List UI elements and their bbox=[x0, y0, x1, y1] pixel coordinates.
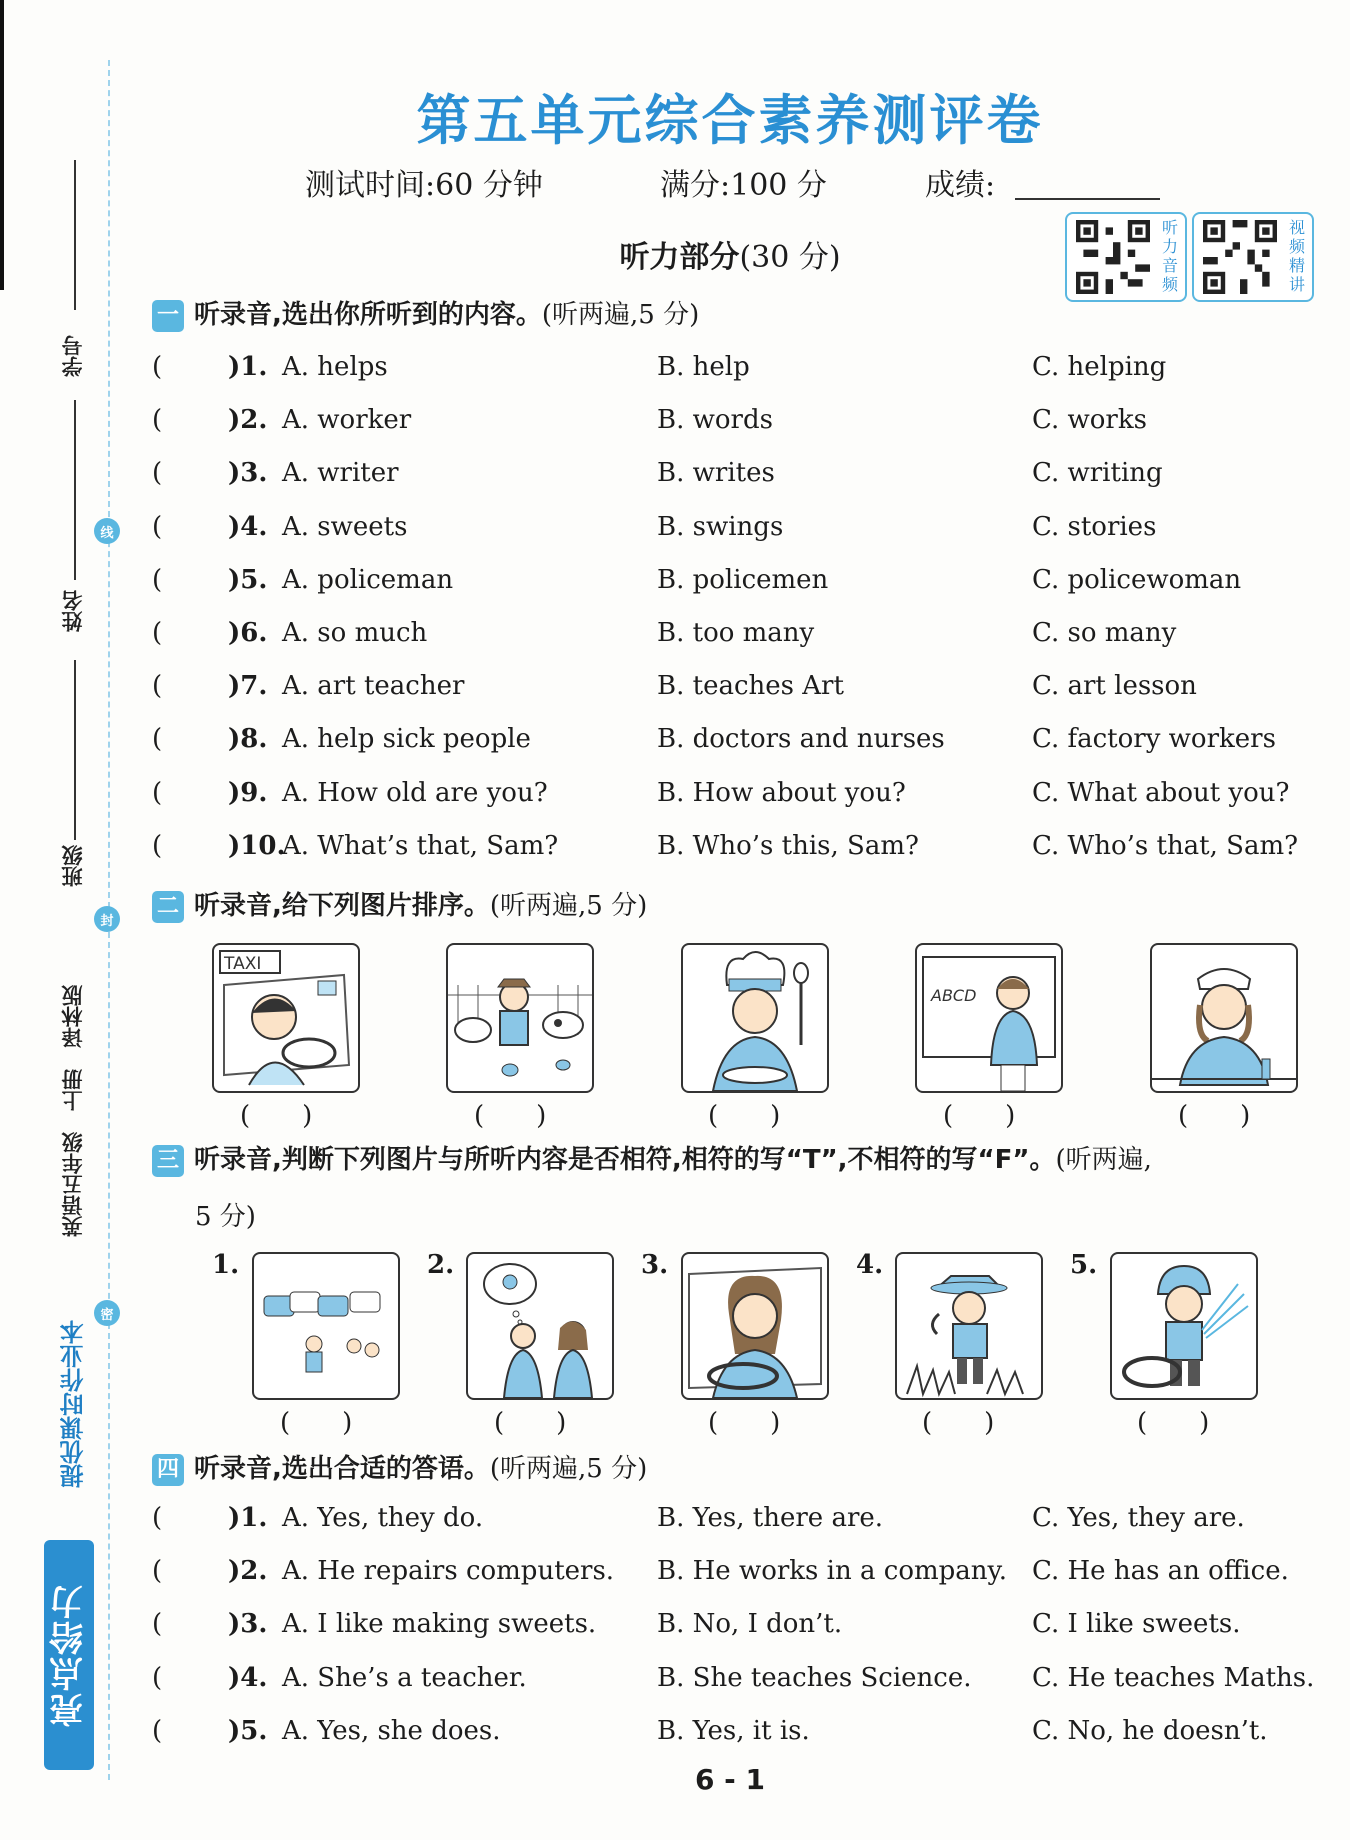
picture-taxi-driver bbox=[212, 943, 360, 1093]
question-number: )3. bbox=[228, 1609, 268, 1640]
section-4-heading bbox=[152, 1448, 647, 1486]
option-a[interactable]: A. She’s a teacher. bbox=[282, 1662, 527, 1693]
section-4-note: (听两遍,5 分) bbox=[489, 1454, 648, 1484]
question-number: )5. bbox=[228, 1715, 268, 1746]
binding-strip bbox=[0, 0, 115, 1840]
section-1-badge: 一 bbox=[152, 300, 184, 332]
answer-paren[interactable]: ( bbox=[152, 830, 163, 861]
board-text: ABCD bbox=[931, 986, 977, 1005]
part-points: (30 分) bbox=[739, 240, 841, 275]
picture-farmer bbox=[446, 943, 594, 1093]
option-c[interactable]: C. Who’s that, Sam? bbox=[1032, 830, 1299, 861]
answer-paren[interactable]: ( bbox=[152, 458, 163, 489]
option-b[interactable]: B. writes bbox=[657, 458, 775, 489]
option-c[interactable]: C. stories bbox=[1032, 511, 1157, 542]
answer-paren[interactable]: ( bbox=[152, 618, 163, 648]
part-name: 听力部分 bbox=[619, 240, 740, 275]
section-3-note: (听两遍, bbox=[1055, 1145, 1152, 1175]
section-3-note-cont bbox=[195, 1196, 256, 1233]
book-label: 英语五年级 上册 译林版 bbox=[61, 985, 85, 1237]
option-b[interactable]: B. She teaches Science. bbox=[657, 1662, 972, 1693]
answer-paren[interactable]: ( bbox=[152, 405, 163, 436]
answer-paren[interactable]: ( bbox=[152, 724, 163, 755]
section-1-note: (听两遍,5 分) bbox=[541, 300, 700, 330]
traffic-police-illustration bbox=[254, 1254, 398, 1398]
option-a[interactable]: A. Yes, she does. bbox=[282, 1715, 501, 1746]
tf-number-4: 4. bbox=[856, 1250, 884, 1280]
option-a[interactable]: A. Yes, they do. bbox=[282, 1503, 484, 1533]
option-a[interactable]: A. policeman bbox=[282, 564, 454, 595]
section-3-title: 听录音,判断下列图片与所听内容是否相符,相符的写“T”,不相符的写“F”。 bbox=[194, 1145, 1056, 1175]
option-c[interactable]: C. Yes, they are. bbox=[1032, 1503, 1245, 1533]
seal-mark-seal: 封 bbox=[94, 906, 120, 932]
tf-number-2: 2. bbox=[427, 1250, 455, 1280]
section-2-heading bbox=[152, 885, 647, 923]
option-a[interactable]: A. How old are you? bbox=[282, 777, 548, 808]
option-b[interactable]: B. policemen bbox=[657, 564, 829, 595]
answer-paren[interactable]: ( bbox=[152, 1715, 163, 1746]
tf-blank-3[interactable]: ( ) bbox=[708, 1408, 781, 1438]
option-c[interactable]: C. policewoman bbox=[1032, 564, 1242, 595]
page-title: 第五单元综合素养测评卷 bbox=[416, 89, 1044, 152]
cook-illustration bbox=[683, 945, 827, 1091]
question-number: )3. bbox=[228, 458, 268, 489]
answer-paren[interactable]: ( bbox=[152, 564, 163, 595]
option-a[interactable]: A. writer bbox=[282, 458, 399, 489]
option-a[interactable]: A. I like making sweets. bbox=[282, 1609, 597, 1640]
section-3-note2: 5 分) bbox=[195, 1202, 256, 1232]
taxi-driver-illustration bbox=[214, 945, 358, 1091]
farmer-illustration bbox=[448, 945, 592, 1091]
taxi-sign: TAXI bbox=[224, 954, 262, 974]
option-c[interactable]: C. works bbox=[1032, 405, 1147, 436]
woman-driver-illustration bbox=[683, 1254, 827, 1398]
full-score: 满分:100 分 bbox=[660, 168, 827, 203]
qr-video-label: 视频精讲 bbox=[1288, 218, 1305, 294]
order-blank-5[interactable]: ( ) bbox=[1178, 1101, 1251, 1131]
option-b[interactable]: B. too many bbox=[657, 618, 815, 648]
question-number: )9. bbox=[228, 777, 268, 808]
option-c[interactable]: C. He has an office. bbox=[1032, 1556, 1289, 1587]
section-3-heading bbox=[152, 1139, 1332, 1177]
option-b[interactable]: B. Yes, there are. bbox=[657, 1503, 884, 1533]
option-a[interactable]: A. He repairs computers. bbox=[282, 1556, 615, 1587]
option-c[interactable]: C. helping bbox=[1032, 352, 1167, 382]
question-number: )7. bbox=[228, 671, 268, 702]
picture-woman-driver bbox=[681, 1252, 829, 1400]
question-number: )4. bbox=[228, 511, 268, 542]
class-line bbox=[74, 660, 76, 840]
section-2-badge: 二 bbox=[152, 891, 184, 923]
score-label: 成绩: bbox=[925, 168, 996, 203]
qr-audio-label: 听力音频 bbox=[1161, 218, 1178, 294]
option-c[interactable]: C. I like sweets. bbox=[1032, 1609, 1241, 1640]
tf-blank-1[interactable]: ( ) bbox=[280, 1408, 353, 1438]
answer-paren[interactable]: ( bbox=[152, 1609, 163, 1640]
answer-paren[interactable]: ( bbox=[152, 671, 163, 702]
name-line-upper bbox=[74, 400, 76, 580]
option-b[interactable]: B. doctors and nurses bbox=[657, 724, 945, 755]
tf-number-3: 3. bbox=[641, 1250, 669, 1280]
option-c[interactable]: C. factory workers bbox=[1032, 724, 1276, 755]
section-4-title: 听录音,选出合适的答语。 bbox=[194, 1454, 490, 1484]
picture-teacher bbox=[915, 943, 1063, 1093]
picture-thinking-kids bbox=[466, 1252, 614, 1400]
answer-paren[interactable]: ( bbox=[152, 1503, 163, 1533]
option-c[interactable]: C. writing bbox=[1032, 458, 1163, 489]
order-blank-1[interactable]: ( ) bbox=[240, 1101, 313, 1131]
thinking-kids-illustration bbox=[468, 1254, 612, 1398]
section-1-title: 听录音,选出你所听到的内容。 bbox=[194, 300, 542, 330]
nurse-illustration bbox=[1152, 945, 1296, 1091]
picture-traffic-police bbox=[252, 1252, 400, 1400]
question-number: )8. bbox=[228, 724, 268, 755]
option-a[interactable]: A. art teacher bbox=[282, 671, 465, 702]
option-b[interactable]: B. words bbox=[657, 405, 773, 436]
section-2-title: 听录音,给下列图片排序。 bbox=[194, 891, 490, 921]
question-number: )6. bbox=[228, 618, 268, 648]
option-c[interactable]: C. No, he doesn’t. bbox=[1032, 1715, 1268, 1746]
section-1-heading bbox=[152, 294, 699, 332]
tf-blank-4[interactable]: ( ) bbox=[922, 1408, 995, 1438]
series-label: 提优课时作业本 bbox=[60, 1320, 88, 1488]
section-4-badge: 四 bbox=[152, 1454, 184, 1486]
answer-paren[interactable]: ( bbox=[152, 352, 163, 382]
question-number: )2. bbox=[228, 1556, 268, 1587]
option-b[interactable]: B. swings bbox=[657, 511, 784, 542]
question-number: )1. bbox=[228, 352, 268, 382]
option-b[interactable]: B. No, I don’t. bbox=[657, 1609, 843, 1640]
option-a[interactable]: A. worker bbox=[282, 405, 412, 436]
seal-mark-line: 线 bbox=[94, 518, 120, 544]
picture-firefighter bbox=[1110, 1252, 1258, 1400]
option-b[interactable]: B. Who’s this, Sam? bbox=[657, 830, 919, 861]
test-time: 测试时间:60 分钟 bbox=[305, 168, 543, 203]
teacher-illustration bbox=[917, 945, 1061, 1091]
option-a[interactable]: A. What’s that, Sam? bbox=[282, 830, 559, 861]
page-number: 6 - 1 bbox=[694, 1763, 766, 1796]
section-3-badge: 三 bbox=[152, 1145, 184, 1177]
listening-part-heading bbox=[0, 232, 1350, 276]
option-c[interactable]: C. art lesson bbox=[1032, 671, 1197, 702]
tf-blank-5[interactable]: ( ) bbox=[1137, 1408, 1210, 1438]
tf-number-1: 1. bbox=[212, 1250, 240, 1280]
option-b[interactable]: B. He works in a company. bbox=[657, 1556, 1008, 1587]
option-a[interactable]: A. sweets bbox=[282, 511, 408, 542]
section-2-note: (听两遍,5 分) bbox=[489, 891, 648, 921]
question-number: )10. bbox=[228, 830, 286, 861]
seal-mark-secret: 密 bbox=[94, 1300, 120, 1326]
brand-logo: 亮点给力 bbox=[44, 1540, 94, 1770]
order-blank-2[interactable]: ( ) bbox=[474, 1101, 547, 1131]
order-blank-4[interactable]: ( ) bbox=[943, 1101, 1016, 1131]
option-c[interactable]: C. He teaches Maths. bbox=[1032, 1662, 1315, 1693]
picture-nurse bbox=[1150, 943, 1298, 1093]
answer-paren[interactable]: ( bbox=[152, 1556, 163, 1587]
option-a[interactable]: A. helps bbox=[282, 352, 388, 382]
option-b[interactable]: B. teaches Art bbox=[657, 671, 844, 702]
option-b[interactable]: B. help bbox=[657, 352, 750, 382]
answer-paren[interactable]: ( bbox=[152, 1662, 163, 1693]
name-label: 姓名 bbox=[61, 590, 85, 632]
question-number: )1. bbox=[228, 1503, 268, 1533]
picture-cook bbox=[681, 943, 829, 1093]
option-b[interactable]: B. How about you? bbox=[657, 777, 906, 808]
score-blank[interactable] bbox=[1015, 198, 1160, 200]
answer-paren[interactable]: ( bbox=[152, 511, 163, 542]
student-no-label: 学号 bbox=[61, 335, 85, 377]
question-number: )4. bbox=[228, 1662, 268, 1693]
picture-farmer-sickle bbox=[895, 1252, 1043, 1400]
option-a[interactable]: A. so much bbox=[282, 618, 428, 648]
class-label: 班级 bbox=[61, 845, 85, 887]
tf-number-5: 5. bbox=[1070, 1250, 1098, 1280]
option-a[interactable]: A. help sick people bbox=[282, 724, 531, 755]
option-b[interactable]: B. Yes, it is. bbox=[657, 1715, 810, 1746]
option-c[interactable]: C. What about you? bbox=[1032, 777, 1290, 808]
order-blank-3[interactable]: ( ) bbox=[708, 1101, 781, 1131]
question-number: )5. bbox=[228, 564, 268, 595]
firefighter-illustration bbox=[1112, 1254, 1256, 1398]
farmer-sickle-illustration bbox=[897, 1254, 1041, 1398]
option-c[interactable]: C. so many bbox=[1032, 618, 1177, 648]
tf-blank-2[interactable]: ( ) bbox=[494, 1408, 567, 1438]
answer-paren[interactable]: ( bbox=[152, 777, 163, 808]
question-number: )2. bbox=[228, 405, 268, 436]
